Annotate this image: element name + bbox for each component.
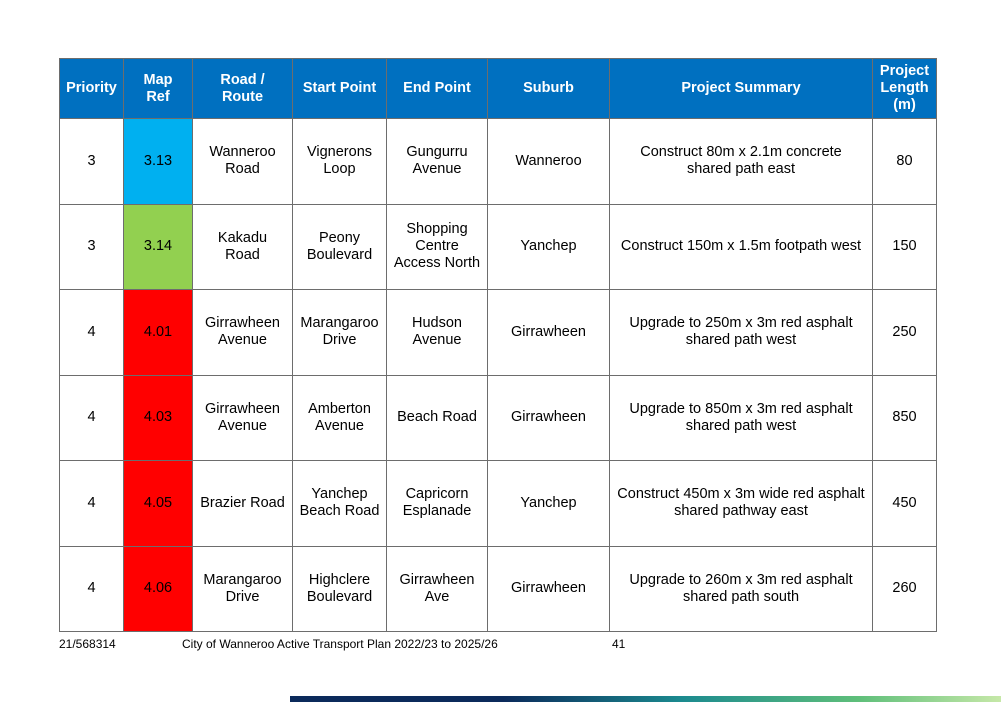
cell-end-point: Shopping Centre Access North xyxy=(387,204,488,290)
header-project-summary: Project Summary xyxy=(610,59,873,119)
cell-start-point: Amberton Avenue xyxy=(293,375,387,461)
cell-priority: 4 xyxy=(60,375,124,461)
cell-priority: 4 xyxy=(60,461,124,547)
cell-end-point: Hudson Avenue xyxy=(387,290,488,376)
header-project-length: Project Length (m) xyxy=(873,59,937,119)
header-map-ref: Map Ref xyxy=(124,59,193,119)
cell-road-route: Girrawheen Avenue xyxy=(193,290,293,376)
cell-end-point: Beach Road xyxy=(387,375,488,461)
cell-road-route: Kakadu Road xyxy=(193,204,293,290)
cell-map-ref: 4.05 xyxy=(124,461,193,547)
table-row xyxy=(60,461,937,547)
cell-project-summary: Construct 80m x 2.1m concrete shared path east xyxy=(610,119,873,205)
cell-start-point: Yanchep Beach Road xyxy=(293,461,387,547)
header-suburb: Suburb xyxy=(488,59,610,119)
table-body xyxy=(60,119,937,632)
cell-map-ref: 4.03 xyxy=(124,375,193,461)
footer-brand-stripe xyxy=(290,696,1001,702)
cell-priority: 3 xyxy=(60,119,124,205)
cell-suburb: Girrawheen xyxy=(488,546,610,632)
cell-suburb: Wanneroo xyxy=(488,119,610,205)
footer-page-number: 41 xyxy=(612,637,626,651)
cell-end-point: Capricorn Esplanade xyxy=(387,461,488,547)
cell-project-summary: Upgrade to 850m x 3m red asphalt shared path west xyxy=(610,375,873,461)
cell-end-point: Girrawheen Ave xyxy=(387,546,488,632)
cell-map-ref: 3.14 xyxy=(124,204,193,290)
cell-project-length: 80 xyxy=(873,119,937,205)
cell-suburb: Girrawheen xyxy=(488,375,610,461)
cell-suburb: Yanchep xyxy=(488,461,610,547)
header-priority: Priority xyxy=(60,59,124,119)
cell-road-route: Marangaroo Drive xyxy=(193,546,293,632)
cell-road-route: Girrawheen Avenue xyxy=(193,375,293,461)
cell-map-ref: 4.06 xyxy=(124,546,193,632)
cell-project-length: 260 xyxy=(873,546,937,632)
cell-priority: 3 xyxy=(60,204,124,290)
projects-table xyxy=(59,58,937,632)
cell-road-route: Brazier Road xyxy=(193,461,293,547)
cell-project-summary: Upgrade to 250m x 3m red asphalt shared path west xyxy=(610,290,873,376)
header-road-route: Road / Route xyxy=(193,59,293,119)
cell-road-route: Wanneroo Road xyxy=(193,119,293,205)
cell-start-point: Highclere Boulevard xyxy=(293,546,387,632)
cell-end-point: Gungurru Avenue xyxy=(387,119,488,205)
cell-map-ref: 3.13 xyxy=(124,119,193,205)
cell-suburb: Yanchep xyxy=(488,204,610,290)
cell-project-summary: Construct 450m x 3m wide red asphalt shared pathway east xyxy=(610,461,873,547)
table-row xyxy=(60,204,937,290)
cell-start-point: Peony Boulevard xyxy=(293,204,387,290)
header-start-point: Start Point xyxy=(293,59,387,119)
header-row xyxy=(60,59,937,119)
cell-start-point: Vignerons Loop xyxy=(293,119,387,205)
footer-title: City of Wanneroo Active Transport Plan 2022/23 to 2025/26 xyxy=(182,637,498,651)
table-row xyxy=(60,290,937,376)
table-row xyxy=(60,375,937,461)
cell-project-summary: Upgrade to 260m x 3m red asphalt shared path south xyxy=(610,546,873,632)
cell-project-length: 250 xyxy=(873,290,937,376)
cell-map-ref: 4.01 xyxy=(124,290,193,376)
cell-project-length: 150 xyxy=(873,204,937,290)
cell-start-point: Marangaroo Drive xyxy=(293,290,387,376)
footer-doc-ref: 21/568314 xyxy=(59,637,116,651)
cell-project-summary: Construct 150m x 1.5m footpath west xyxy=(610,204,873,290)
header-end-point: End Point xyxy=(387,59,488,119)
table-row xyxy=(60,546,937,632)
cell-priority: 4 xyxy=(60,546,124,632)
cell-suburb: Girrawheen xyxy=(488,290,610,376)
table-row xyxy=(60,119,937,205)
cell-project-length: 450 xyxy=(873,461,937,547)
cell-project-length: 850 xyxy=(873,375,937,461)
cell-priority: 4 xyxy=(60,290,124,376)
